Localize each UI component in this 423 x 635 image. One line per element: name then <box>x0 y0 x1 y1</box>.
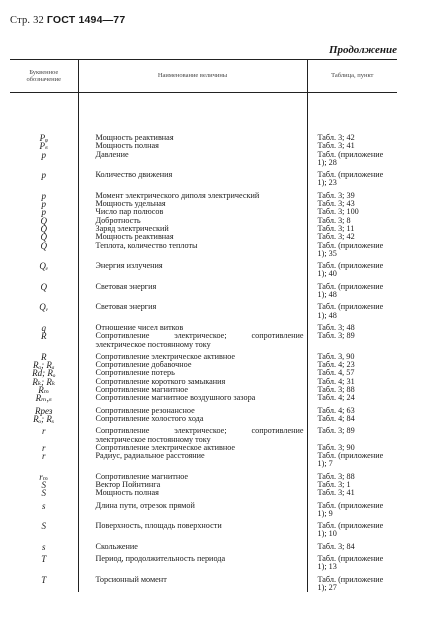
cell-name: Сопротивление потерь <box>78 369 307 377</box>
cell-name: Энергия излучения <box>78 258 307 279</box>
cell-ref: Табл. 3; 84 <box>317 541 355 551</box>
cell-symbol: Q <box>10 217 78 225</box>
cell-symbol: Qᵥ <box>10 299 78 320</box>
cell-symbol: p <box>10 167 78 188</box>
cell-ref: Табл. 3; 42 <box>317 133 355 142</box>
cell-symbol: Rₘ <box>10 386 78 394</box>
cell-name: Сопротивление электрическое; сопротивление электрическое постоянному току <box>78 423 307 444</box>
table-row <box>10 279 397 300</box>
cell-ref: Табл. 4, 57 <box>317 368 355 378</box>
cell-name: Сопротивление электрическое активное <box>78 444 307 452</box>
cell-ref: Табл. (приложение 1); 10 <box>317 521 384 539</box>
cell-name: Мощность удельная <box>78 200 307 208</box>
col-header-symbol: Буквенное обозначение <box>10 60 78 93</box>
table-row <box>10 452 397 469</box>
table-row <box>10 151 397 168</box>
cell-name: Световая энергия <box>78 299 307 320</box>
cell-name: Сопротивление резонансное <box>78 403 307 415</box>
cell-name: Сопротивление магнитное <box>78 386 307 394</box>
cell-symbol: p <box>10 208 78 216</box>
cell-name: Заряд электрический <box>78 225 307 233</box>
cell-ref: Табл. (приложение 1); 23 <box>317 170 384 188</box>
cell-symbol: rₘ <box>10 469 78 481</box>
cell-symbol: Q <box>10 242 78 259</box>
cell-ref: Табл. 3; 90 <box>317 442 355 452</box>
cell-name: Отношение чисел витков <box>78 320 307 332</box>
cell-name: Радиус, радиальное расстояние <box>78 452 307 469</box>
cell-name: Сопротивление магнитное воздушного зазора <box>78 394 307 402</box>
table-row <box>10 394 397 402</box>
cell-name: Сопротивление электрическое; сопротивление электрическое постоянному току <box>78 332 307 349</box>
cell-symbol: s <box>10 539 78 551</box>
cell-symbol: Qₑ <box>10 258 78 279</box>
cell-ref: Табл. 4; 84 <box>317 413 355 423</box>
cell-symbol: r <box>10 452 78 469</box>
cell-name: Мощность реактивная <box>78 233 307 241</box>
cell-name: Сопротивление холостого хода <box>78 415 307 423</box>
table-row <box>10 332 397 349</box>
table-row <box>10 518 397 539</box>
cell-symbol: Q <box>10 225 78 233</box>
cell-name: Мощность полная <box>78 142 307 150</box>
cell-name: Количество движения <box>78 167 307 188</box>
cell-name: Период, продолжительность периода <box>78 551 307 572</box>
cell-symbol: Rрез <box>10 403 78 415</box>
cell-name: Число пар полюсов <box>78 208 307 216</box>
cell-symbol: R <box>10 332 78 349</box>
cell-symbol: Q <box>10 233 78 241</box>
cell-name: Торсионный момент <box>78 572 307 593</box>
cell-symbol: S <box>10 518 78 539</box>
cell-name: Добротность <box>78 217 307 225</box>
cell-ref: Табл. 3; 88 <box>317 385 355 395</box>
cell-name: Давление <box>78 151 307 168</box>
table-row <box>10 242 397 259</box>
cell-ref: Табл. (приложение 1); 48 <box>317 302 384 320</box>
cell-name: Мощность реактивная <box>78 93 307 143</box>
cell-symbol: Q <box>10 279 78 300</box>
cell-symbol: Pᵩ <box>10 93 78 143</box>
cell-symbol: S <box>10 489 78 497</box>
cell-symbol: r <box>10 423 78 444</box>
continuation-label: Продолжение <box>328 44 397 56</box>
cell-name: Мощность полная <box>78 489 307 497</box>
cell-name: Сопротивление магнитное <box>78 469 307 481</box>
cell-name: Световая энергия <box>78 279 307 300</box>
cell-ref: Табл. 3; 8 <box>317 215 351 225</box>
table-body <box>10 93 397 593</box>
cell-ref: Табл. 3; 88 <box>317 471 355 481</box>
cell-ref: Табл. 3; 1 <box>317 479 351 489</box>
table-row <box>10 258 397 279</box>
cell-symbol: Rₒ; Rₓ <box>10 415 78 423</box>
cell-ref: Табл. 4; 63 <box>317 405 355 415</box>
cell-name: Скольжение <box>78 539 307 551</box>
symbols-table <box>10 59 397 592</box>
cell-ref: Табл. (приложение 1); 48 <box>317 281 384 300</box>
table-row <box>10 572 397 593</box>
cell-ref: Табл. 3; 100 <box>317 207 359 217</box>
cell-ref: Табл. (приложение 1); 35 <box>317 240 384 258</box>
cell-name: Длина пути, отрезок прямой <box>78 498 307 519</box>
cell-ref: Табл. 3; 41 <box>317 141 355 151</box>
cell-ref: Табл. 3; 42 <box>317 232 355 242</box>
cell-symbol: Pₛ <box>10 142 78 150</box>
cell-symbol: Rₖ; Rₖ <box>10 378 78 386</box>
cell-symbol: S <box>10 481 78 489</box>
table-row <box>10 551 397 572</box>
cell-ref: Табл. (приложение 1); 40 <box>317 261 384 279</box>
cell-ref: Табл. (приложение 1); 7 <box>317 451 384 469</box>
cell-ref: Табл. (приложение 1); 9 <box>317 500 384 518</box>
table-header-row <box>10 60 397 93</box>
cell-ref: Табл. 3; 89 <box>317 331 355 341</box>
cell-ref: Табл. 3; 89 <box>317 426 355 436</box>
col-header-name: Наименование величины <box>78 60 307 93</box>
cell-ref: Табл. 3; 39 <box>317 190 355 200</box>
page-number: Стр. 32 <box>10 15 44 26</box>
cell-symbol: T <box>10 572 78 593</box>
cell-ref: Табл. 3; 48 <box>317 322 355 332</box>
cell-name: Сопротивление добавочное <box>78 361 307 369</box>
cell-name: Сопротивление электрическое активное <box>78 349 307 361</box>
table-row <box>10 489 397 497</box>
cell-symbol: R <box>10 349 78 361</box>
cell-ref: Табл. (приложение 1); 13 <box>317 554 384 572</box>
cell-symbol: p <box>10 200 78 208</box>
cell-name: Вектор Пойнтинга <box>78 481 307 489</box>
page-header <box>10 14 125 26</box>
cell-name: Момент электрического диполя электрический <box>78 188 307 200</box>
cell-ref: Табл. 3; 11 <box>317 223 355 233</box>
cell-symbol: r <box>10 444 78 452</box>
cell-ref: Табл. 3; 43 <box>317 199 355 209</box>
table-row <box>10 299 397 320</box>
table-row <box>10 498 397 519</box>
cell-ref: Табл. 3, 90 <box>317 351 355 361</box>
cell-symbol: p <box>10 151 78 168</box>
cell-ref: Табл. 4; 23 <box>317 360 355 370</box>
cell-name: Сопротивление короткого замыкания <box>78 378 307 386</box>
col-header-ref: Таблица, пункт <box>307 60 397 93</box>
cell-ref: Табл. (приложение 1); 27 <box>317 574 384 592</box>
cell-ref: Табл. 3; 41 <box>317 488 355 498</box>
cell-symbol: Rd; Rₒ <box>10 369 78 377</box>
table-row <box>10 539 397 551</box>
cell-symbol: q <box>10 320 78 332</box>
table-row <box>10 423 397 444</box>
cell-symbol: Rₘ,ₛ <box>10 394 78 402</box>
cell-symbol: Rₐ; Rₐ <box>10 361 78 369</box>
cell-symbol: s <box>10 498 78 519</box>
table-row <box>10 93 397 143</box>
standard-title: ГОСТ 1494—77 <box>46 14 126 26</box>
cell-symbol: T <box>10 551 78 572</box>
cell-ref: Табл. 4; 31 <box>317 376 355 386</box>
cell-symbol: p <box>10 188 78 200</box>
table-row <box>10 415 397 423</box>
cell-ref: Табл. (приложение 1); 28 <box>317 149 384 167</box>
cell-ref: Табл. 4; 24 <box>317 393 355 403</box>
cell-name: Теплота, количество теплоты <box>78 242 307 259</box>
table-row <box>10 167 397 188</box>
cell-name: Поверхность, площадь поверхности <box>78 518 307 539</box>
